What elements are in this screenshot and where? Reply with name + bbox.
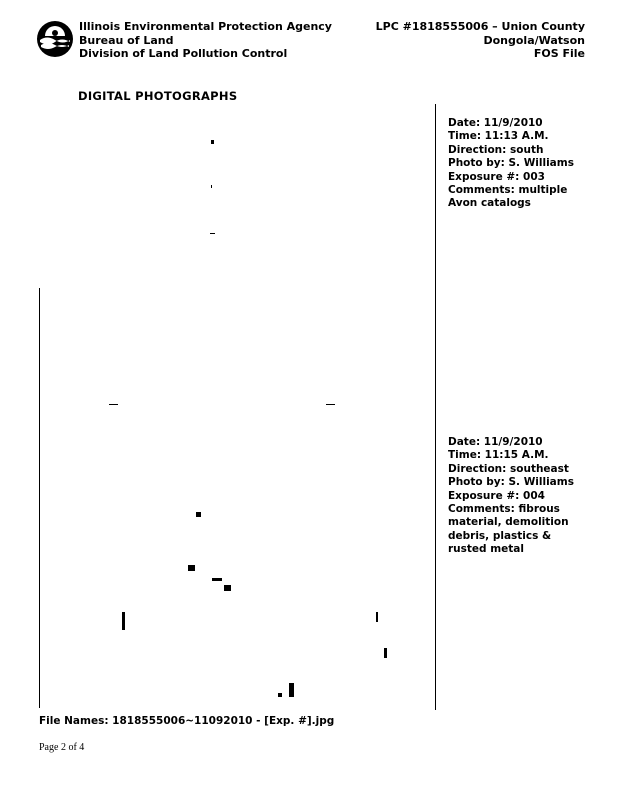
photo-speck — [384, 648, 387, 658]
photo-speck — [109, 404, 118, 405]
agency-logo-icon — [36, 20, 74, 58]
lpc-line: Dongola/Watson — [483, 33, 585, 47]
photo-comments: Avon catalogs — [448, 197, 531, 210]
photo-speck — [224, 585, 231, 591]
photo-speck — [211, 185, 212, 188]
photo-time: Time: 11:15 A.M. — [448, 449, 549, 462]
photo-direction: Direction: southeast — [448, 462, 569, 475]
lpc-line: LPC #1818555006 – Union County — [375, 20, 585, 33]
photo-speck — [289, 683, 294, 697]
photo-comments: Comments: multiple — [448, 184, 568, 197]
photo-comments: Comments: fibrous — [448, 503, 560, 516]
file-names: File Names: 1818555006~11092010 - [Exp. #].jpg — [39, 715, 335, 727]
photo-speck — [188, 565, 195, 571]
photo-speck — [211, 140, 214, 144]
photo-exposure: Exposure #: 003 — [448, 170, 545, 183]
photo-speck — [326, 404, 335, 405]
page-number: Page 2 of 4 — [39, 742, 85, 753]
photo-speck — [210, 233, 215, 234]
photo-frame-left-edge — [39, 288, 40, 708]
photo-direction: Direction: south — [448, 143, 544, 156]
agency-line: Division of Land Pollution Control — [79, 47, 288, 60]
photo-info-1 — [448, 117, 574, 211]
photo-speck — [122, 612, 125, 630]
photo-exposure: Exposure #: 004 — [448, 489, 545, 502]
photo-by: Photo by: S. Williams — [448, 476, 574, 489]
photo-info-2 — [448, 436, 574, 557]
photo-date: Date: 11/9/2010 — [448, 436, 543, 448]
lpc-block — [376, 20, 585, 61]
lpc-line: FOS File — [533, 47, 585, 60]
photo-date: Date: 11/9/2010 — [448, 117, 543, 129]
photo-speck — [376, 612, 378, 622]
photo-by: Photo by: S. Williams — [448, 157, 574, 170]
photo-speck — [196, 512, 201, 517]
agency-line: Illinois Environmental Protection Agency — [79, 20, 332, 33]
photo-time: Time: 11:13 A.M. — [448, 130, 549, 143]
photo-comments: rusted metal — [448, 543, 524, 556]
agency-line: Bureau of Land — [79, 33, 174, 47]
photo-speck — [278, 693, 282, 697]
photo-frame-divider — [435, 104, 436, 710]
photo-comments: material, demolition — [448, 516, 569, 529]
photo-comments: debris, plastics & — [448, 529, 552, 542]
section-title: DIGITAL PHOTOGRAPHS — [78, 89, 238, 103]
photo-speck — [212, 578, 222, 581]
agency-name-block — [79, 20, 332, 61]
